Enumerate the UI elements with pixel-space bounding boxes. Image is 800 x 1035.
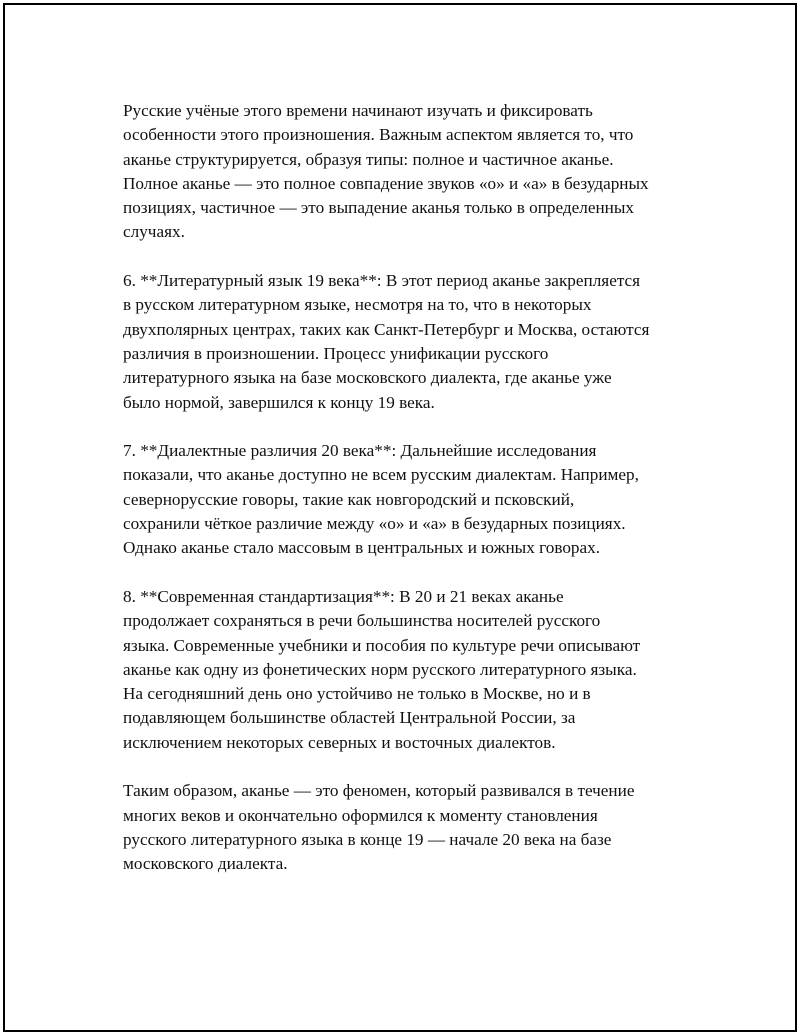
text-line: двухполярных центрах, таких как Санкт-Петербург и Москва, остаются <box>123 319 650 339</box>
text-line: в русском литературном языке, несмотря на то, что в некоторых <box>123 295 592 315</box>
text-line: различия в произношении. Процесс унификации русского <box>123 343 549 363</box>
text-line: особенности этого произношения. Важным аспектом является то, что <box>123 125 634 145</box>
text-line: позициях, частичное — это выпадение аканья только в определенных <box>123 198 635 218</box>
text-line: Однако аканье стало массовым в центральных и южных говорах. <box>123 538 601 558</box>
text-line: московского диалекта. <box>123 854 288 874</box>
paragraph-item-8 <box>123 585 693 755</box>
text-line: 6. **Литературный язык 19 века**: В этот период аканье закрепляется <box>123 271 641 291</box>
text-line: исключением некоторых северных и восточных диалектов. <box>123 732 556 752</box>
text-line: языка. Современные учебники и пособия по культуре речи описывают <box>123 635 641 655</box>
text-line: продолжает сохраняться в речи большинства носителей русского <box>123 611 601 631</box>
text-line: русского литературного языка в конце 19 — начале 20 века на базе <box>123 829 612 849</box>
text-line: Русские учёные этого времени начинают изучать и фиксировать <box>123 101 593 120</box>
paragraph-item-7 <box>123 439 693 560</box>
document-body <box>123 99 693 901</box>
text-line: литературного языка на базе московского диалекта, где аканье уже <box>123 368 612 388</box>
text-line: На сегодняшний день оно устойчиво не только в Москве, но и в <box>123 684 591 704</box>
page-frame <box>3 3 797 1032</box>
text-line: подавляющем большинстве областей Центральной России, за <box>123 708 576 728</box>
text-line: случаях. <box>123 222 185 242</box>
text-line: показали, что аканье доступно не всем русским диалектам. Например, <box>123 465 639 485</box>
text-line: аканье структурируется, образуя типы: полное и частичное аканье. <box>123 149 614 169</box>
text-line: многих веков и окончательно оформился к моменту становления <box>123 805 598 825</box>
text-line: Полное аканье — это полное совпадение звуков «о» и «а» в безударных <box>123 173 649 193</box>
paragraph-item-6 <box>123 269 693 415</box>
text-line: 8. **Современная стандартизация**: В 20 и 21 веках аканье <box>123 586 564 606</box>
paragraph-intro <box>123 99 693 245</box>
text-line: было нормой, завершился к концу 19 века. <box>123 392 435 412</box>
text-line: сохранили чёткое различие между «о» и «а» в безударных позициях. <box>123 514 626 534</box>
text-line: Таким образом, аканье — это феномен, который развивался в течение <box>123 781 635 801</box>
text-line: 7. **Диалектные различия 20 века**: Дальнейшие исследования <box>123 441 597 461</box>
text-line: аканье как одну из фонетических норм русского литературного языка. <box>123 659 637 679</box>
paragraph-conclusion <box>123 779 693 876</box>
text-line: севернорусские говоры, такие как новгородский и псковский, <box>123 489 575 509</box>
